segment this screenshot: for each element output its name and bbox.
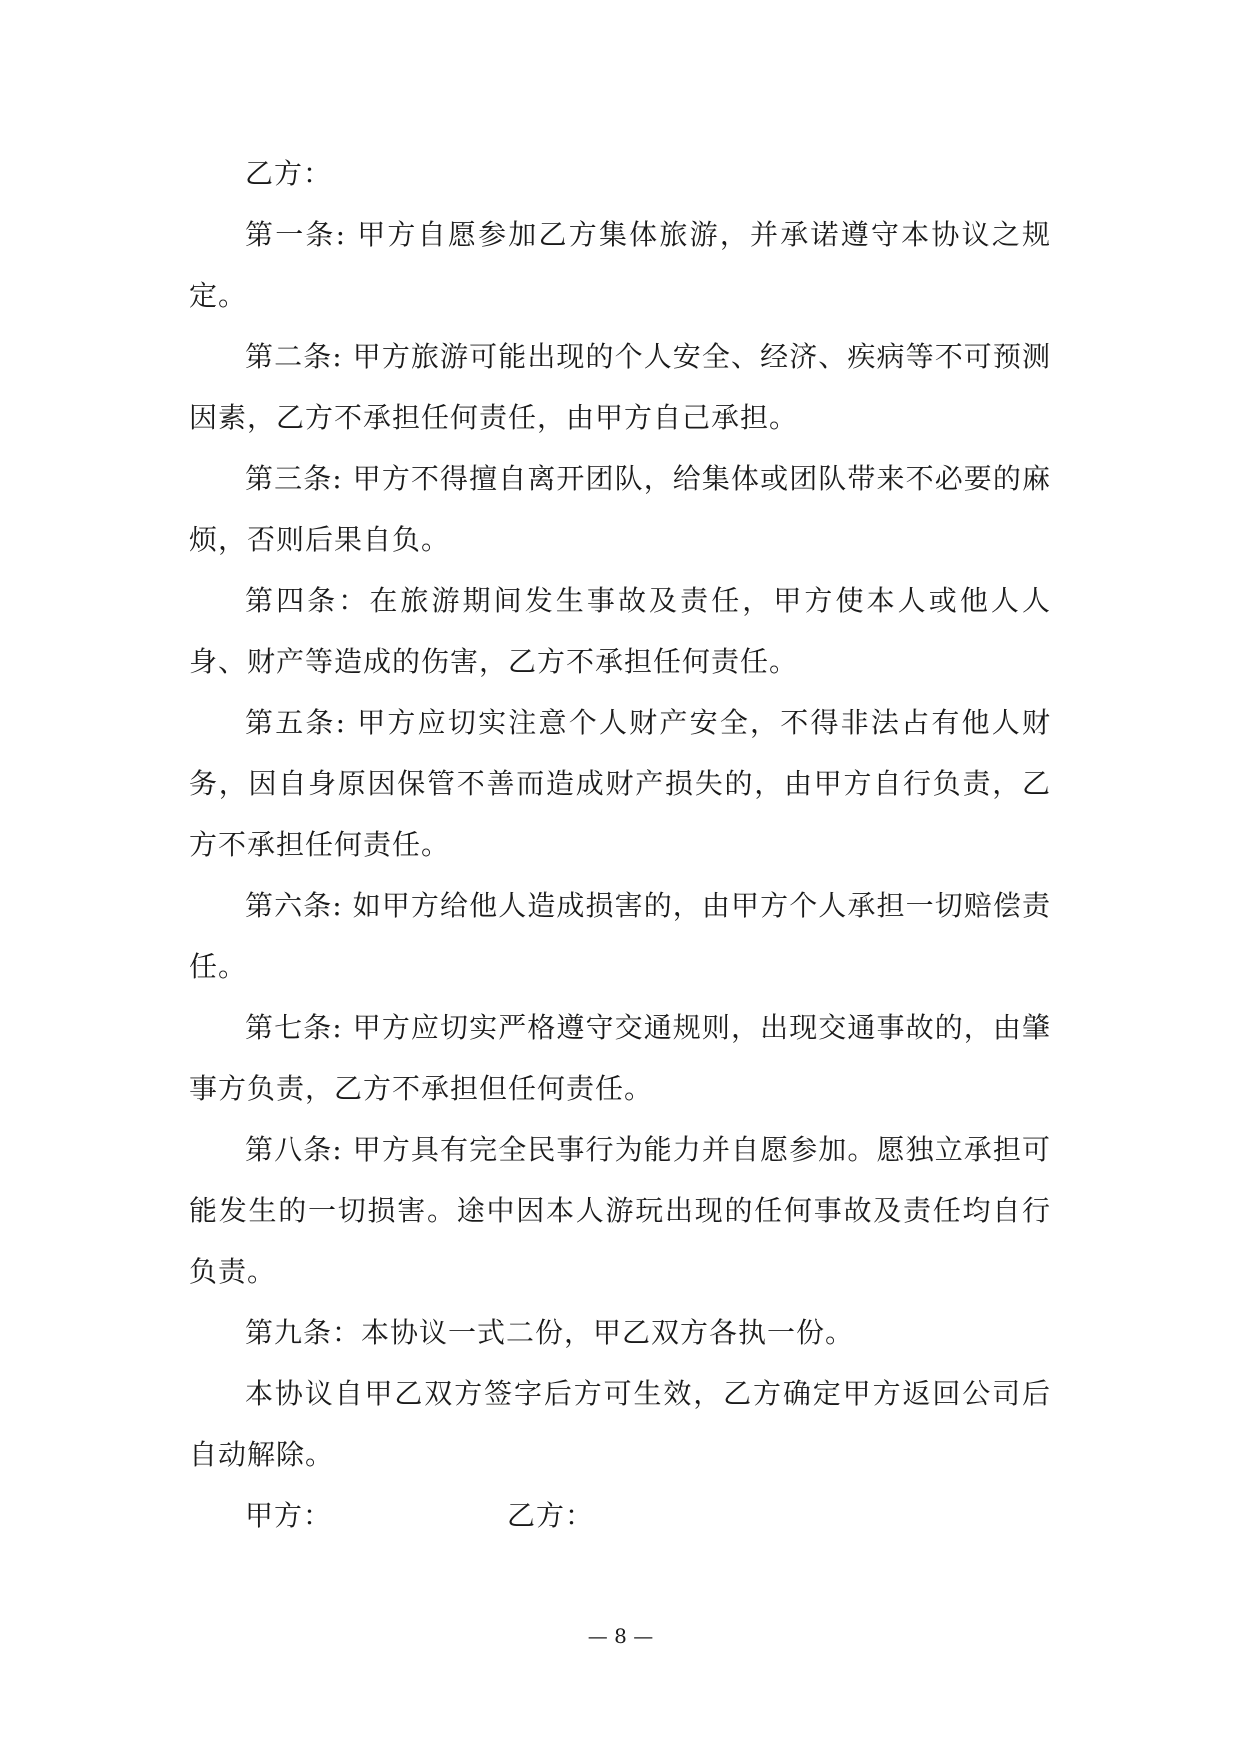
signature-party-a: 甲方： (245, 1499, 333, 1532)
article-2: 第二条: 甲方旅游可能出现的个人安全、经济、疾病等不可预测因素，乙方不承担任何责任，由甲方自己承担。 (189, 340, 1051, 434)
document-body (189, 143, 1051, 1546)
article-9: 第九条：本协议一式二份，甲乙双方各执一份。 (245, 1316, 855, 1349)
article-8: 第八条: 甲方具有完全民事行为能力并自愿参加。愿独立承担可能发生的一切损害。途中因本人游玩出现的任何事故及责任均自行负责。 (189, 1133, 1051, 1288)
party-b-line: 乙方： (245, 157, 333, 190)
article-3: 第三条: 甲方不得擅自离开团队，给集体或团队带来不必要的麻烦，否则后果自负。 (189, 462, 1051, 556)
effectiveness-clause: 本协议自甲乙双方签字后方可生效，乙方确定甲方返回公司后自动解除。 (189, 1377, 1051, 1471)
page-number: — 8 — (587, 1624, 654, 1648)
article-7: 第七条: 甲方应切实严格遵守交通规则，出现交通事故的，由肇事方负责，乙方不承担但任何责任。 (189, 1011, 1051, 1105)
article-5: 第五条: 甲方应切实注意个人财产安全，不得非法占有他人财务，因自身原因保管不善而造成财产损失的，由甲方自行负责，乙方不承担任何责任。 (189, 706, 1051, 861)
article-6: 第六条: 如甲方给他人造成损害的，由甲方个人承担一切赔偿责任。 (189, 889, 1051, 983)
signature-line (189, 1485, 1051, 1546)
article-1: 第一条: 甲方自愿参加乙方集体旅游，并承诺遵守本协议之规定。 (189, 218, 1051, 312)
article-4: 第四条：在旅游期间发生事故及责任，甲方使本人或他人人身、财产等造成的伤害，乙方不承担任何责任。 (189, 584, 1051, 678)
signature-party-b: 乙方： (507, 1499, 595, 1532)
